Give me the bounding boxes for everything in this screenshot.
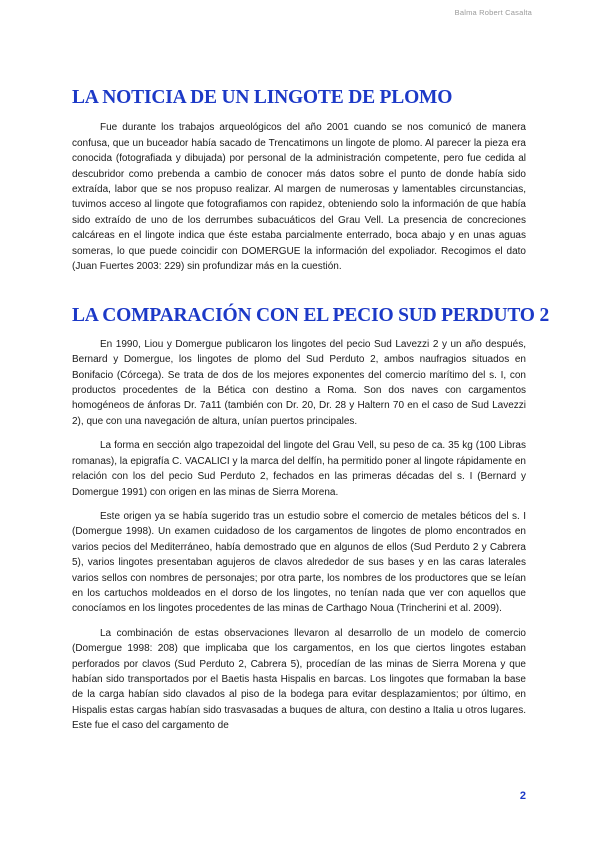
- document-body: [72, 86, 549, 734]
- paragraph: Este origen ya se había sugerido tras un estudio sobre el comercio de metales béticos del s. I (Domergue 1998). Un examen cuidadoso de los cargamentos de lingotes de plomo encontrados en varios pecios del Mediterráneo, había demostrado que en algunos de ellos (Sud Perduto 2 y Cabrera 5), varios lingotes presentaban agujeros de clavos alrededor de sus bases y en las caras laterales varios sellos con nombres de personajes; por otra parte, los nombres de los productores que se leían en los cartuchos moldeados en el dorso de los lingotes, no tenían nada que ver con aquellos que conocíamos en los lingotes procedentes de las minas de Carthago Noua (Trincherini et al. 2009).: [72, 510, 526, 615]
- paragraph: Fue durante los trabajos arqueológicos del año 2001 cuando se nos comunicó de manera confusa, que un buceador había sacado de Trencatimons un lingote de plomo. Al parecer la pieza era conocida (fotografiada y dibujada) por personal de la administración competente, pero fue cedida al descubridor como prebenda a cambio de conocer más datos sobre el punto de donde había sido extraída, labor que se nos propuso realizar. Al margen de numerosas y lamentables circunstancias, tuvimos acceso al lingote que fotografiamos con rapidez, obteniendo solo la información de que había sido extraído de uno de los derrumbes subacuáticos del Grau Vell. La presencia de concreciones calcáreas en el lingote indica que éste estaba parcialmente enterrado, boca abajo y en unas aguas someras, lo que puede coincidir con DOMERGUE la información del expoliador. Recogimos el dato (Juan Fuertes 2003: 229) sin profundizar más en la cuestión.: [72, 122, 526, 273]
- section-title-noticia: LA NOTICIA DE UN LINGOTE DE PLOMO: [72, 87, 453, 108]
- paragraph: La combinación de estas observaciones llevaron al desarrollo de un modelo de comercio (Domergue 1998: 208) que implicaba que los cargamentos, en los que ciertos lingotes estaban perforados por clavos (Sud Perduto 2, Cabrera 5), procedían de las minas de Sierra Morena y que habían sido transportados por el Baetis hasta Hispalis en barcas. Los lingotes que formaban la base de la carga habían sido clavados al piso de la bodega para evitar desplazamientos; por último, en Hispalis estas cargas habían sido trasvasadas a buques de altura, con destino a Italia u otros lugares. Este fue el caso del cargamento de: [72, 627, 526, 732]
- page-number: 2: [519, 790, 526, 802]
- paragraph: La forma en sección algo trapezoidal del lingote del Grau Vell, su peso de ca. 35 kg (100 Libras romanas), la epigrafía C. VACALICI y la marca del delfín, ha permitido poner al lingote rápidamente en relación con los del pecio Sud Perduto 2, fechados en las primeras décadas del s. I (Bernard y Domergue 1991) con origen en las minas de Sierra Morena.: [72, 440, 526, 498]
- section-title-comparacion: LA COMPARACIÓN CON EL PECIO SUD PERDUTO 2: [72, 305, 549, 327]
- running-header-author: Balma Robert Casalta: [454, 8, 532, 17]
- paragraph: En 1990, Liou y Domergue publicaron los lingotes del pecio Sud Lavezzi 2 y un año después, Bernard y Domergue, los lingotes de plomo del Sud Perduto 2, ambos naufragios situados en Bonifacio (Córcega). Se trata de dos de los mejores exponentes del comercio marítimo del s. I, con productos procedentes de la Bética con destino a Roma. Son dos naves con cargamentos homogéneos de ánforas Dr. 7a11 (también con Dr. 20, Dr. 28 y Haltern 70 en el caso de Sud Lavezzi 2), que con una navegación de altura, unían puertos principales.: [72, 338, 526, 427]
